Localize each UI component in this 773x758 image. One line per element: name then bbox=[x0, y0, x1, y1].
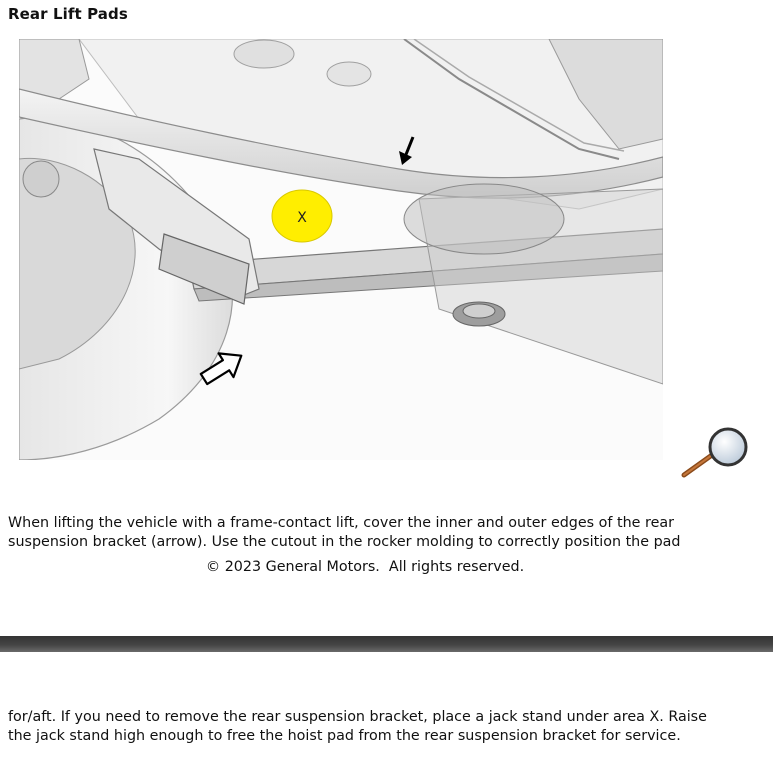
description-paragraph-1 bbox=[8, 514, 680, 552]
lift-point-x-label: X bbox=[297, 210, 307, 226]
description-line-1: When lifting the vehicle with a frame-contact lift, cover the inner and outer edges of the rear bbox=[8, 515, 675, 531]
description-line-4: the jack stand high enough to free the hoist pad from the rear suspension bracket for service. bbox=[8, 728, 681, 744]
copyright-notice: © 2023 General Motors. All rights reserved. bbox=[205, 559, 525, 575]
rear-lift-pad-illustration bbox=[19, 39, 663, 460]
magnifier-icon[interactable] bbox=[680, 425, 750, 480]
description-paragraph-2 bbox=[8, 708, 707, 746]
page-title: Rear Lift Pads bbox=[8, 5, 128, 23]
description-line-3: for/aft. If you need to remove the rear suspension bracket, place a jack stand under area X. Raise bbox=[8, 709, 707, 725]
page-break-divider bbox=[0, 636, 773, 652]
description-line-2: suspension bracket (arrow). Use the cutout in the rocker molding to correctly position the pad bbox=[8, 534, 681, 550]
